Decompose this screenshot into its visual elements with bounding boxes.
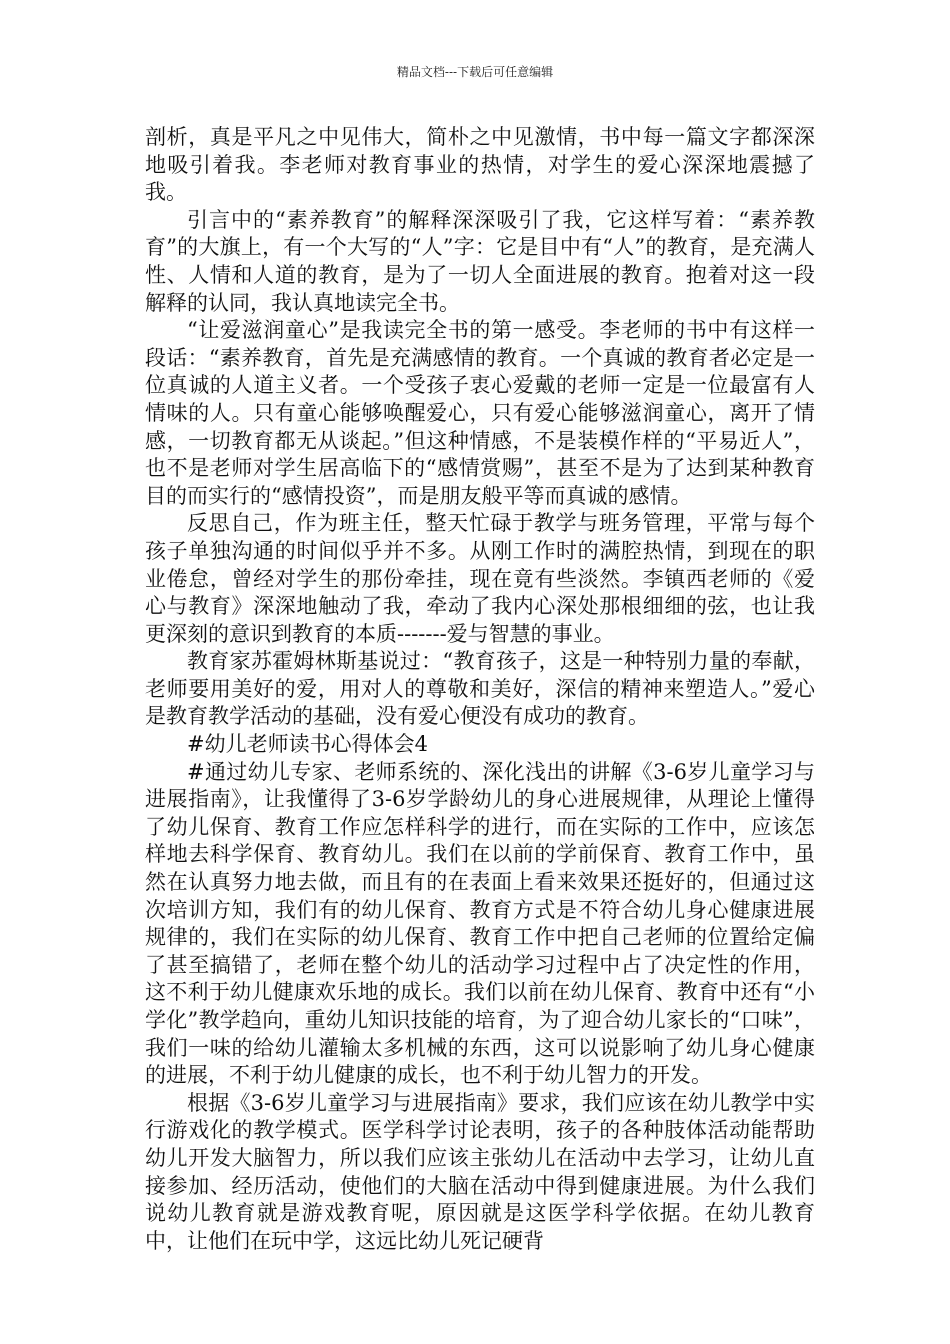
page-header: 精品文档---下载后可任意编辑	[396, 65, 554, 79]
paragraph-introduction: 引言中的“素养教育”的解释深深吸引了我，它这样写着：“素养教育”的大旗上，有一个大写的“人”字：它是目中有“人”的教育，是充满人性、人情和人道的教育，是为了一切人全面进展的教育。抱着对这一段解释的认同，我认真地读完全书。	[145, 207, 815, 315]
paragraph-training: #通过幼儿专家、老师系统的、深化浅出的讲解《3-6岁儿童学习与进展指南》，让我懂得了3-6岁学龄幼儿的身心进展规律，从理论上懂得了幼儿保育、教育工作应怎样科学的进行，而在实际的工作中，应该怎样地去科学保育、教育幼儿。我们在以前的学前保育、教育工作中，虽然在认真努力地去做，而且有的在表面上看来效果还挺好的，但通过这次培训方知，我们有的幼儿保育、教育方式是不符合幼儿身心健康进展规律的，我们在实际的幼儿保育、教育工作中把自己老师的位置给定偏了甚至搞错了，老师在整个幼儿的活动学习过程中占了决定性的作用，这不利于幼儿健康欢乐地的成长。我们以前在幼儿保育、教育中还有“小学化”教学趋向，重幼儿知识技能的培育，为了迎合幼儿家长的“口味”，我们一味的给幼儿灌输太多机械的东西，这可以说影响了幼儿身心健康的进展，不利于幼儿健康的成长，也不利于幼儿智力的开发。	[145, 759, 815, 1088]
paragraph-guidelines: 根据《3-6岁儿童学习与进展指南》要求，我们应该在幼儿教学中实行游戏化的教学模式。医学科学讨论表明，孩子的各种肢体活动能帮助幼儿开发大脑智力，所以我们应该主张幼儿在活动中去学习，让幼儿直接参加、经历活动，使他们的大脑在活动中得到健康进展。为什么我们说幼儿教育就是游戏教育呢，原因就是这医学科学依据。在幼儿教育中，让他们在玩中学，这远比幼儿死记硬背	[145, 1090, 815, 1253]
paragraph-quote: 教育家苏霍姆林斯基说过：“教育孩子，这是一种特别力量的奉献，老师要用美好的爱，用对人的尊敬和美好，深信的精神来塑造人。”爱心是教育教学活动的基础，没有爱心便没有成功的教育。	[145, 649, 815, 729]
paragraph-continued: 剖析，真是平凡之中见伟大，简朴之中见激情，书中每一篇文字都深深地吸引着我。李老师对教育事业的热情，对学生的爱心深深地震撼了我。	[145, 125, 815, 205]
section-heading: #幼儿老师读书心得体会4	[187, 732, 428, 757]
document-body	[145, 124, 815, 1255]
paragraph-self-reflection: 反思自己，作为班主任，整天忙碌于教学与班务管理，平常与每个孩子单独沟通的时间似乎并不多。从刚工作时的满腔热情，到现在的职业倦怠，曾经对学生的那份牵挂，现在竟有些淡然。李镇西老师的《爱心与教育》深深地触动了我，牵动了我内心深处那根细细的弦，也让我更深刻的意识到教育的本质-------爱与智慧的事业。	[145, 511, 815, 646]
paragraph-first-impression: “让爱滋润童心”是我读完全书的第一感受。李老师的书中有这样一段话：“素养教育，首先是充满感情的教育。一个真诚的教育者必定是一位真诚的人道主义者。一个受孩子衷心爱戴的老师一定是一位最富有人情味的人。只有童心能够唤醒爱心，只有爱心能够滋润童心，离开了情感，一切教育都无从谈起。”但这种情感，不是装模作样的“平易近人”，也不是老师对学生居高临下的“感情赏赐”，甚至不是为了达到某种教育目的而实行的“感情投资”，而是朋友般平等而真诚的感情。	[145, 318, 815, 508]
